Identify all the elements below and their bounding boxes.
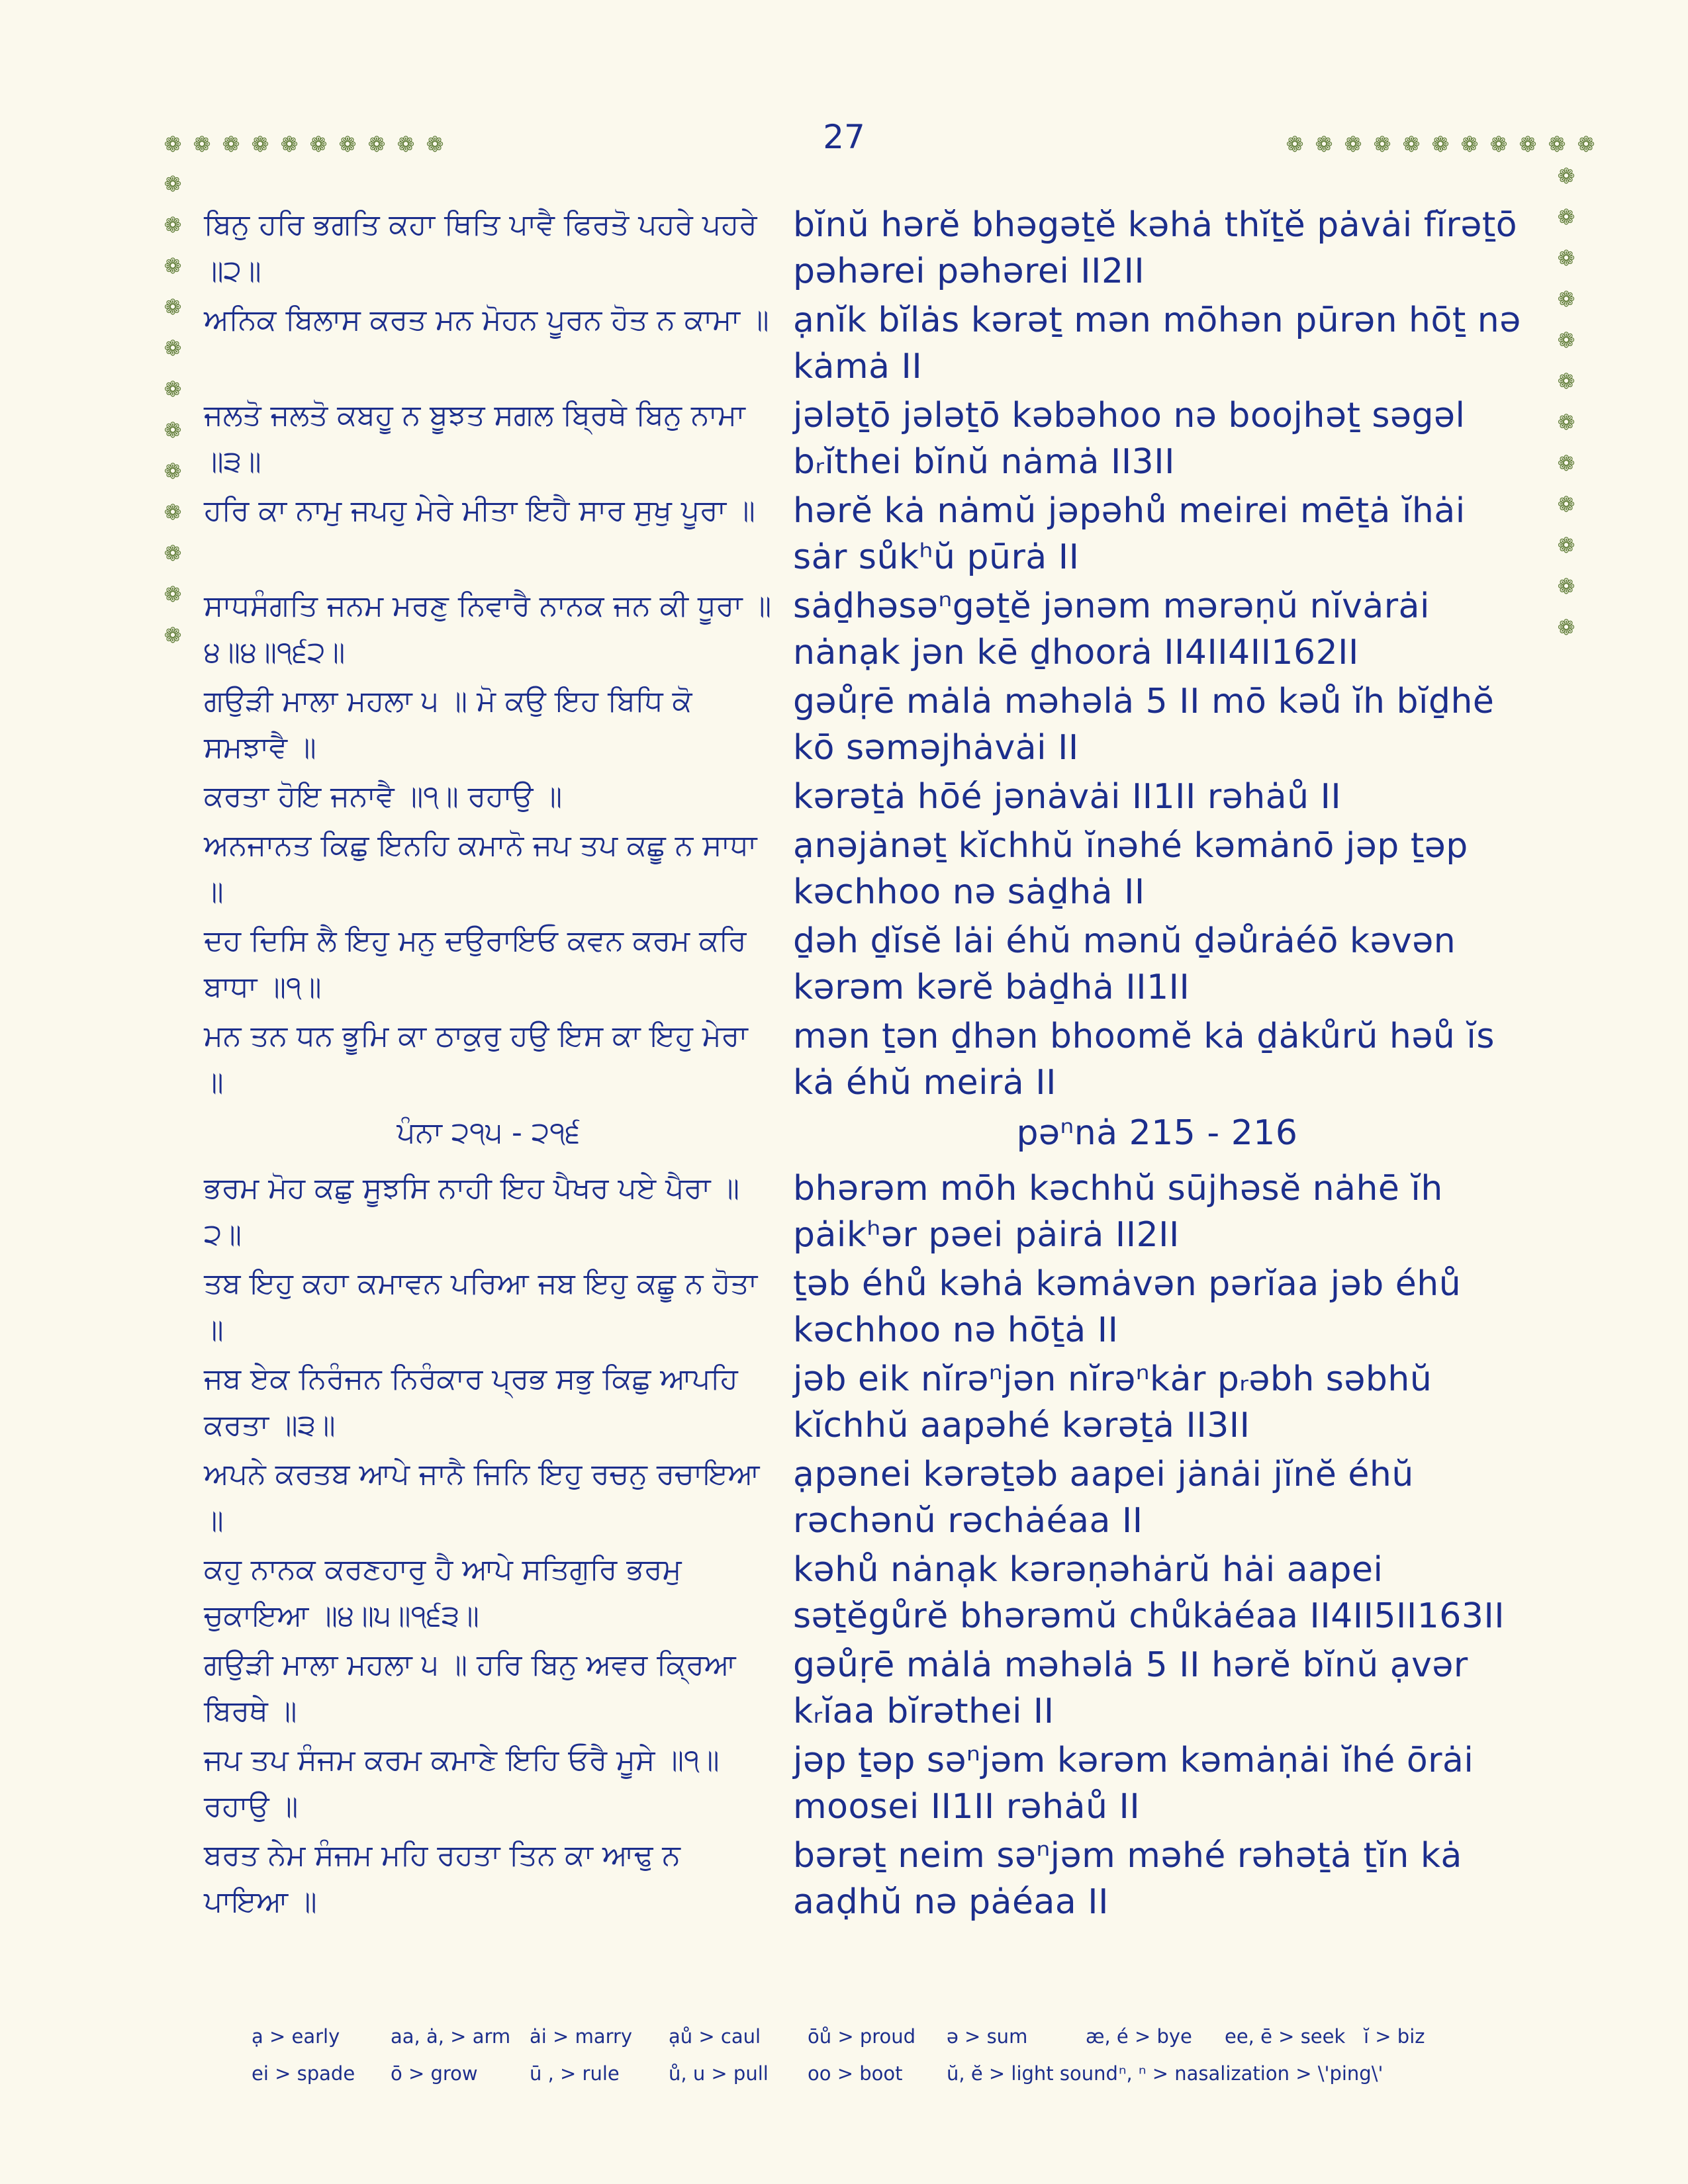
flower-icon: ❁ bbox=[164, 582, 182, 607]
gurmukhi-text: ਕਰਤਾ ਹੋਇ ਜਨਾਵੈ ॥੧॥ ਰਹਾਉ ॥ bbox=[204, 780, 563, 813]
page-reference bbox=[204, 1110, 1534, 1156]
transliteration-text: jəb eik nĭrəⁿjən nĭrəⁿkȧr pᵣəbh səbhŭ kĭchhŭ aapəhé kərəṯȧ II3II bbox=[793, 1359, 1432, 1445]
legend-row bbox=[252, 2025, 1509, 2048]
gurmukhi-text: ਅਨਜਾਨਤ ਕਿਛੁ ਇਨਹਿ ਕਮਾਨੋ ਜਪ ਤਪ ਕਛੂ ਨ ਸਾਧਾ ॥ bbox=[204, 829, 757, 909]
flower-icon: ❁ bbox=[1557, 410, 1575, 435]
gurmukhi-text: ਗਉੜੀ ਮਾਲਾ ਮਹਲਾ ੫ ॥ ਹਰਿ ਬਿਨੁ ਅਵਰ ਕ੍ਰਿਆ ਬਿਰਥੇ ॥ bbox=[204, 1648, 736, 1728]
legend-item: æ, é > bye bbox=[1086, 2025, 1192, 2048]
verse-line bbox=[204, 774, 1534, 820]
verse-line bbox=[204, 1261, 1534, 1353]
transliteration-text: ạnĭk bĭlȧs kərəṯ mən mōhən pūrən hōṯ nə kȧmȧ II bbox=[793, 300, 1521, 387]
ornament-column-right bbox=[1556, 165, 1577, 638]
legend-item: oo > boot bbox=[808, 2062, 903, 2085]
transliteration-text: bhərəm mōh kəchhŭ sūjhəsĕ nȧhē ĭh pȧikʰər pəei pȧirȧ II2II bbox=[793, 1169, 1443, 1255]
flower-icon: ❁ bbox=[1557, 246, 1575, 271]
flower-icon: ❁ bbox=[164, 336, 182, 361]
flower-icon: ❁ bbox=[164, 212, 182, 238]
flower-icon: ❁ bbox=[1557, 492, 1575, 517]
transliteration-text: mən ṯən ḏhən bhoomĕ kȧ ḏȧkůrŭ həů ĭs kȧ éhŭ meirȧ II bbox=[793, 1017, 1495, 1103]
flower-icon: ❁ bbox=[164, 295, 182, 320]
flower-icon: ❁ bbox=[164, 459, 182, 484]
flower-icon: ❁ bbox=[164, 253, 182, 279]
gurmukhi-text: ਅਪਨੇ ਕਰਤਬ ਆਪੇ ਜਾਨੈ ਜਿਨਿ ਇਹੁ ਰਚਨੁ ਰਚਾਇਆ ॥ bbox=[204, 1457, 760, 1537]
verse-line bbox=[204, 297, 1534, 390]
flower-icon: ❁ bbox=[251, 132, 269, 157]
legend-item: ə > sum bbox=[947, 2025, 1028, 2048]
verse-line bbox=[204, 583, 1534, 676]
transliteration-text: gəůṛē mȧlȧ məhəlȧ 5 II mō kəů ĭh bĭḏhĕ kō səməjhȧvȧi II bbox=[793, 682, 1495, 768]
ornament-row-top-right bbox=[1284, 134, 1597, 155]
flower-icon: ❁ bbox=[164, 541, 182, 566]
flower-icon: ❁ bbox=[280, 132, 299, 157]
transliteration-page-reference: pəⁿnȧ 215 - 216 bbox=[1016, 1113, 1298, 1153]
gurmukhi-text: ਜਲਤੋ ਜਲਤੋ ਕਬਹੂ ਨ ਬੂਝਤ ਸਗਲ ਬ੍ਰਿਥੇ ਬਿਨੁ ਨਾਮਾ ॥੩॥ bbox=[204, 398, 745, 478]
legend-row bbox=[252, 2062, 1509, 2085]
gurmukhi-text: ਅਨਿਕ ਬਿਲਾਸ ਕਰਤ ਮਨ ਮੋਹਨ ਪੂਰਨ ਹੋਤ ਨ ਕਾਮਾ ॥ bbox=[204, 303, 769, 337]
flower-icon: ❁ bbox=[164, 171, 182, 197]
flower-icon: ❁ bbox=[164, 377, 182, 402]
page-number: 27 bbox=[823, 118, 865, 156]
flower-icon: ❁ bbox=[426, 132, 444, 157]
flower-icon: ❁ bbox=[1557, 328, 1575, 353]
gurmukhi-page-reference: ਪੰਨਾ ੨੧੫ - ੨੧੬ bbox=[397, 1116, 581, 1150]
verse-line bbox=[204, 392, 1534, 485]
verse-line bbox=[204, 202, 1534, 295]
flower-icon: ❁ bbox=[309, 132, 328, 157]
verse-line bbox=[204, 1737, 1534, 1830]
flower-icon: ❁ bbox=[1286, 132, 1304, 157]
verse-line bbox=[204, 1547, 1534, 1639]
pronunciation-legend bbox=[252, 2025, 1509, 2099]
transliteration-text: bĭnŭ hərĕ bhəgəṯĕ kəhȧ thĭṯĕ pȧvȧi fĭrəṯō pəhərei pəhərei II2II bbox=[793, 205, 1518, 291]
flower-icon: ❁ bbox=[1557, 163, 1575, 189]
legend-item: ei > spade bbox=[252, 2062, 355, 2085]
flower-icon: ❁ bbox=[367, 132, 386, 157]
verse-line bbox=[204, 1013, 1534, 1106]
gurmukhi-text: ਕਹੁ ਨਾਨਕ ਕਰਣਹਾਰੁ ਹੈ ਆਪੇ ਸਤਿਗੁਰਿ ਭਰਮੁ ਚੁਕਾਇਆ ॥੪॥੫॥੧੬੩॥ bbox=[204, 1553, 682, 1633]
gurmukhi-text: ਬਰਤ ਨੇਮ ਸੰਜਮ ਮਹਿ ਰਹਤਾ ਤਿਨ ਕਾ ਆਢੁ ਨ ਪਾਇਆ ॥ bbox=[204, 1839, 680, 1919]
flower-icon: ❁ bbox=[193, 132, 211, 157]
verse-line bbox=[204, 823, 1534, 915]
legend-item: aa, ȧ, > arm bbox=[391, 2025, 511, 2048]
ornament-column-left bbox=[162, 173, 183, 646]
transliteration-text: jəp ṯəp səⁿjəm kərəm kəmȧṇȧi ĭhé ōrȧi moosei II1II rəhȧů II bbox=[793, 1741, 1474, 1827]
transliteration-text: jələṯō jələṯō kəbəhoo nə boojhəṯ səgəl bᵣĭthei bĭnŭ nȧmȧ II3II bbox=[793, 396, 1466, 482]
flower-icon: ❁ bbox=[1548, 132, 1566, 157]
verse-line bbox=[204, 1356, 1534, 1449]
legend-item: ⁿ, ⁿ > nasalization > \'ping\' bbox=[1119, 2062, 1383, 2085]
flower-icon: ❁ bbox=[1557, 615, 1575, 640]
flower-icon: ❁ bbox=[1557, 287, 1575, 312]
legend-item: ạů > caul bbox=[669, 2025, 761, 2048]
gurmukhi-text: ਹਰਿ ਕਾ ਨਾਮੁ ਜਪਹੁ ਮੇਰੇ ਮੀਤਾ ਇਹੈ ਸਾਰ ਸੁਖੁ ਪੂਰਾ ॥ bbox=[204, 494, 755, 527]
transliteration-text: kərəṯȧ hōé jənȧvȧi II1II rəhȧů II bbox=[793, 777, 1342, 817]
ornament-row-top-left bbox=[162, 134, 445, 155]
flower-icon: ❁ bbox=[164, 132, 182, 157]
transliteration-text: ṯəb éhů kəhȧ kəmȧvən pərĭaa jəb éhů kəchhoo nə hōṯȧ II bbox=[793, 1264, 1462, 1350]
transliteration-text: hərĕ kȧ nȧmŭ jəpəhů meirei mēṯȧ ĭhȧi sȧr sůkʰŭ pūrȧ II bbox=[793, 491, 1466, 577]
gurmukhi-text: ਜਬ ਏਕ ਨਿਰੰਜਨ ਨਿਰੰਕਾਰ ਪ੍ਰਭ ਸਭੁ ਕਿਛੁ ਆਪਹਿ ਕਰਤਾ ॥੩॥ bbox=[204, 1362, 738, 1442]
transliteration-text: ạnəjȧnəṯ kĭchhŭ ĭnəhé kəmȧnō jəp ṯəp kəchhoo nə sȧḏhȧ II bbox=[793, 826, 1468, 912]
flower-icon: ❁ bbox=[338, 132, 357, 157]
flower-icon: ❁ bbox=[1344, 132, 1362, 157]
verse-line bbox=[204, 678, 1534, 771]
gurmukhi-text: ਸਾਧਸੰਗਤਿ ਜਨਮ ਮਰਣੁ ਨਿਵਾਰੈ ਨਾਨਕ ਜਨ ਕੀ ਧੂਰਾ ॥੪॥੪॥੧੬੨॥ bbox=[204, 589, 772, 669]
gurmukhi-text: ਗਉੜੀ ਮਾਲਾ ਮਹਲਾ ੫ ॥ ਮੋ ਕਉ ਇਹ ਬਿਧਿ ਕੋ ਸਮਝਾਵੈ ॥ bbox=[204, 684, 692, 764]
legend-item: ạ > early bbox=[252, 2025, 340, 2048]
flower-icon: ❁ bbox=[1577, 132, 1595, 157]
gurmukhi-text: ਜਪ ਤਪ ਸੰਜਮ ਕਰਮ ਕਮਾਣੇ ਇਹਿ ਓਰੈ ਮੂਸੇ ॥੧॥ ਰਹਾਉ ॥ bbox=[204, 1743, 720, 1823]
flower-icon: ❁ bbox=[1557, 205, 1575, 230]
legend-item: ee, ē > seek bbox=[1225, 2025, 1346, 2048]
verse-lines bbox=[204, 202, 1534, 1928]
verse-line bbox=[204, 1165, 1534, 1258]
flower-icon: ❁ bbox=[1315, 132, 1333, 157]
verse-line bbox=[204, 1451, 1534, 1544]
flower-icon: ❁ bbox=[1519, 132, 1537, 157]
flower-icon: ❁ bbox=[1557, 451, 1575, 476]
gurmukhi-text: ਬਿਨੁ ਹਰਿ ਭਗਤਿ ਕਹਾ ਥਿਤਿ ਪਾਵੈ ਫਿਰਤੋ ਪਹਰੇ ਪਹਰੇ ॥੨॥ bbox=[204, 208, 757, 288]
legend-item: ŭ, ĕ > light sound bbox=[947, 2062, 1118, 2085]
gurmukhi-text: ਭਰਮ ਮੋਹ ਕਛੁ ਸੂਝਸਿ ਨਾਹੀ ਇਹ ਪੈਖਰ ਪਏ ਪੈਰਾ ॥੨॥ bbox=[204, 1171, 740, 1251]
flower-icon: ❁ bbox=[1431, 132, 1450, 157]
flower-icon: ❁ bbox=[1402, 132, 1421, 157]
flower-icon: ❁ bbox=[1557, 574, 1575, 599]
flower-icon: ❁ bbox=[1557, 533, 1575, 558]
legend-item: ō > grow bbox=[391, 2062, 478, 2085]
flower-icon: ❁ bbox=[1373, 132, 1391, 157]
verse-line bbox=[204, 918, 1534, 1011]
flower-icon: ❁ bbox=[1460, 132, 1479, 157]
transliteration-text: kəhů nȧnạk kərəṇəhȧrŭ hȧi aapei səṯĕgůrĕ bhərəmŭ chůkȧéaa II4II5II163II bbox=[793, 1550, 1505, 1636]
legend-item: ů, u > pull bbox=[669, 2062, 769, 2085]
transliteration-text: gəůṛē mȧlȧ məhəlȧ 5 II hərĕ bĭnŭ ạvər kᵣĭaa bĭrəthei II bbox=[793, 1645, 1468, 1731]
legend-item: ĭ > biz bbox=[1364, 2025, 1425, 2048]
transliteration-text: ḏəh ḏĭsĕ lȧi éhŭ mənŭ ḏəůrȧéō kəvən kərəm kərĕ bȧḏhȧ II1II bbox=[793, 921, 1456, 1007]
transliteration-text: sȧḏhəsəⁿgəṯĕ jənəm mərəṇŭ nĭvȧrȧi nȧnạk jən kē ḏhoorȧ II4II4II162II bbox=[793, 586, 1430, 672]
transliteration-text: ạpənei kərəṯəb aapei jȧnȧi jĭnĕ éhŭ rəchənŭ rəchȧéaa II bbox=[793, 1455, 1414, 1541]
transliteration-text: bərəṯ neim səⁿjəm məhé rəhəṯȧ ṯĭn kȧ aaḍhŭ nə pȧéaa II bbox=[793, 1836, 1462, 1922]
flower-icon: ❁ bbox=[222, 132, 240, 157]
gurmukhi-text: ਮਨ ਤਨ ਧਨ ਭੂਮਿ ਕਾ ਠਾਕੁਰੁ ਹਉ ਇਸ ਕਾ ਇਹੁ ਮੇਰਾ ॥ bbox=[204, 1019, 748, 1099]
gurmukhi-text: ਤਬ ਇਹੁ ਕਹਾ ਕਮਾਵਨ ਪਰਿਆ ਜਬ ਇਹੁ ਕਛੂ ਨ ਹੋਤਾ ॥ bbox=[204, 1267, 758, 1347]
legend-item: ȧi > marry bbox=[530, 2025, 633, 2048]
legend-item: ū , > rule bbox=[530, 2062, 620, 2085]
flower-icon: ❁ bbox=[397, 132, 415, 157]
flower-icon: ❁ bbox=[164, 418, 182, 443]
flower-icon: ❁ bbox=[1557, 369, 1575, 394]
verse-line bbox=[204, 1833, 1534, 1925]
legend-item: ōů > proud bbox=[808, 2025, 916, 2048]
verse-line bbox=[204, 1642, 1534, 1735]
flower-icon: ❁ bbox=[1489, 132, 1508, 157]
flower-icon: ❁ bbox=[164, 623, 182, 648]
flower-icon: ❁ bbox=[164, 500, 182, 525]
gurmukhi-text: ਦਹ ਦਿਸਿ ਲੈ ਇਹੁ ਮਨੁ ਦਉਰਾਇਓ ਕਵਨ ਕਰਮ ਕਰਿ ਬਾਧਾ ॥੧॥ bbox=[204, 924, 747, 1004]
verse-line bbox=[204, 488, 1534, 580]
